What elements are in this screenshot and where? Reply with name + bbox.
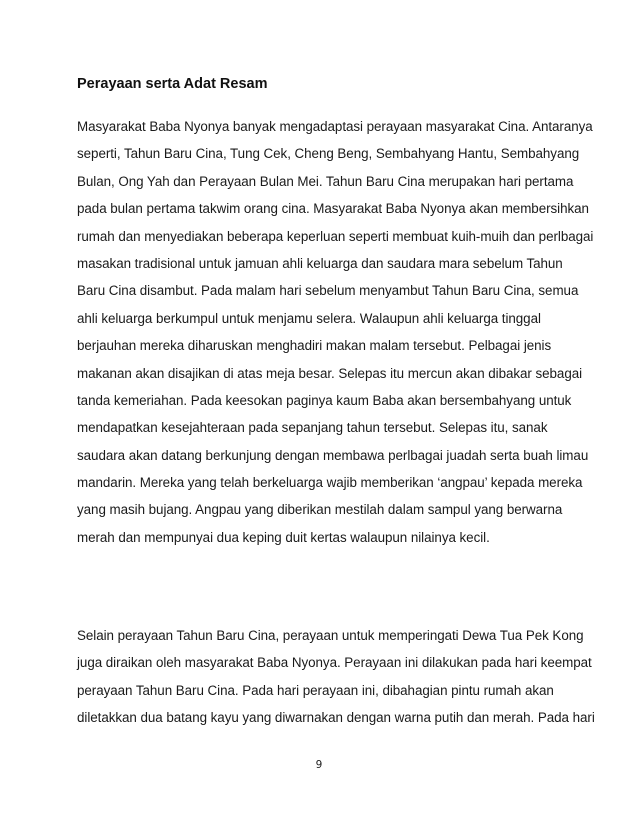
text-line: ahli keluarga berkumpul untuk menjamu selera. Walaupun ahli keluarga tinggal bbox=[77, 310, 541, 326]
text-line: yang masih bujang. Angpau yang diberikan mestilah dalam sampul yang berwarna bbox=[77, 502, 563, 518]
text-line: Selain perayaan Tahun Baru Cina, perayaan untuk memperingati Dewa Tua Pek Kong bbox=[77, 628, 584, 643]
text-line: masakan tradisional untuk jamuan ahli keluarga dan saudara mara sebelum Tahun bbox=[77, 255, 563, 271]
text-line: mendapatkan kesejahteraan pada sepanjang tahun tersebut. Selepas itu, sanak bbox=[77, 420, 548, 436]
text-line: merah dan mempunyai dua keping duit kertas walaupun nilainya kecil. bbox=[77, 529, 490, 545]
text-line: saudara akan datang berkunjung dengan membawa perlbagai juadah serta buah limau bbox=[77, 447, 589, 463]
text-line: rumah dan menyediakan beberapa keperluan seperti membuat kuih-muih dan perlbagai bbox=[77, 228, 594, 244]
text-line: Baru Cina disambut. Pada malam hari sebelum menyambut Tahun Baru Cina, semua bbox=[77, 283, 579, 299]
paragraph-2 bbox=[77, 622, 595, 732]
text-line: diletakkan dua batang kayu yang diwarnakan dengan warna putih dan merah. Pada hari bbox=[77, 710, 595, 726]
page-number: 9 bbox=[315, 759, 323, 771]
section-heading: Perayaan serta Adat Resam bbox=[77, 76, 268, 92]
text-line: perayaan Tahun Baru Cina. Pada hari perayaan ini, dibahagian pintu rumah akan bbox=[77, 682, 554, 698]
text-line: mandarin. Mereka yang telah berkeluarga wajib memberikan ‘angpau’ kepada mereka bbox=[77, 475, 583, 491]
text-line: berjauhan mereka diharuskan menghadiri makan malam tersebut. Pelbagai jenis bbox=[77, 338, 552, 354]
text-line: Bulan, Ong Yah dan Perayaan Bulan Mei. Tahun Baru Cina merupakan hari pertama bbox=[77, 173, 574, 189]
text-line: seperti, Tahun Baru Cina, Tung Cek, Cheng Beng, Sembahyang Hantu, Sembahyang bbox=[77, 146, 580, 162]
text-line: Masyarakat Baba Nyonya banyak mengadaptasi perayaan masyarakat Cina. Antaranya bbox=[77, 119, 593, 134]
text-line: pada bulan pertama takwim orang cina. Masyarakat Baba Nyonya akan membersihkan bbox=[77, 201, 589, 217]
paragraph-1 bbox=[77, 113, 593, 551]
text-line: juga diraikan oleh masyarakat Baba Nyonya. Perayaan ini dilakukan pada hari keempat bbox=[77, 655, 592, 671]
text-line: makanan akan disajikan di atas meja besar. Selepas itu mercun akan dibakar sebagai bbox=[77, 365, 583, 381]
text-line: tanda kemeriahan. Pada keesokan paginya kaum Baba akan bersembahyang untuk bbox=[77, 392, 572, 408]
